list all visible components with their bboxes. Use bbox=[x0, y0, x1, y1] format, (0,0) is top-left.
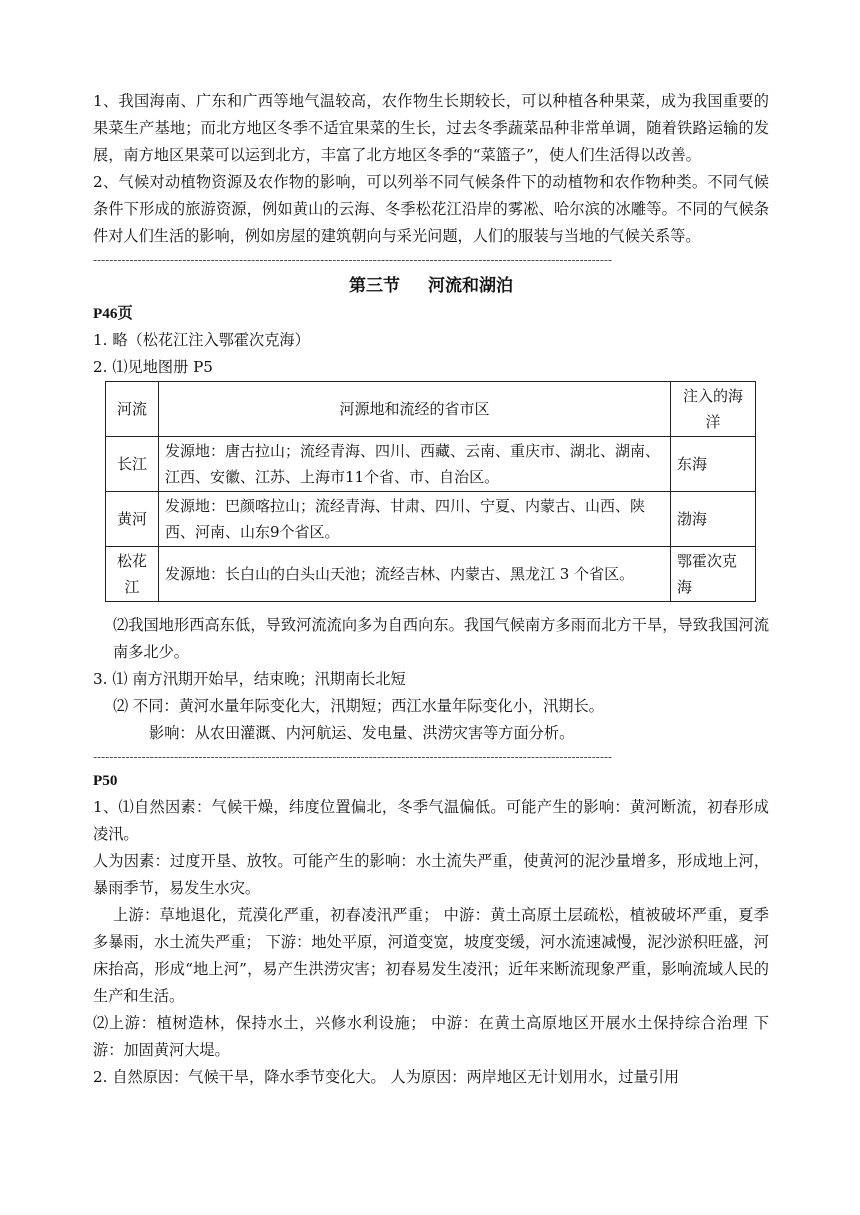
table-header-row bbox=[106, 382, 756, 437]
p50-answer-1-human: 人为因素：过度开垦、放牧。可能产生的影响：水土流失严重，使黄河的泥沙量增多，形成地上河，暴雨季节，易发生水灾。 bbox=[93, 852, 769, 897]
section-heading bbox=[93, 272, 769, 300]
river-name-cell: 黄河 bbox=[106, 492, 159, 547]
p50-answer-1-measures: ⑵上游：植树造林，保持水土，兴修水利设施； 中游：在黄土高原地区开展水土保持综合治理 下游：加固黄河大堤。 bbox=[93, 1014, 769, 1059]
river-source-cell: 发源地：唐古拉山；流经青海、四川、西藏、云南、重庆市、湖北、湖南、江西、安徽、江苏、上海市11个省、市、自治区。 bbox=[159, 437, 671, 492]
river-name-cell: 松花江 bbox=[106, 547, 159, 602]
document-page bbox=[93, 88, 769, 1091]
p46-question-3-part-2: ⑵ 不同：黄河水量年际变化大，汛期短；西江水量年际变化小，汛期长。 bbox=[113, 697, 604, 715]
p46-question-3-impact: 影响：从农田灌溉、内河航运、发电量、洪涝灾害等方面分析。 bbox=[149, 724, 575, 742]
p46-question-3-part-1: 3. ⑴ 南方汛期开始早，结束晚；汛期南长北短 bbox=[93, 670, 406, 688]
table-row bbox=[106, 437, 756, 492]
table-row bbox=[106, 492, 756, 547]
section-number: 第三节 bbox=[349, 276, 400, 296]
table-header-cell: 注入的海洋 bbox=[671, 382, 756, 437]
river-ocean-cell: 鄂霍次克海 bbox=[671, 547, 756, 602]
section-title: 河流和湖泊 bbox=[428, 276, 513, 296]
river-ocean-cell: 东海 bbox=[671, 437, 756, 492]
river-source-cell: 发源地：巴颜喀拉山；流经青海、甘肃、四川、宁夏、内蒙古、山西、陕西、河南、山东9个省区。 bbox=[159, 492, 671, 547]
divider-line: -------------------------------------------------------------------------------------------------------------------------------- bbox=[93, 254, 612, 266]
p50-answer-1: 1、⑴自然因素：气候干燥，纬度位置偏北，冬季气温偏低。可能产生的影响：黄河断流，初春形成凌汛。 bbox=[93, 798, 769, 843]
p50-answer-2: 2. 自然原因：气候干旱，降水季节变化大。 人为原因：两岸地区无计划用水，过量引用 bbox=[93, 1068, 680, 1086]
rivers-table bbox=[105, 381, 756, 602]
p46-question-2-part-2: ⑵我国地形西高东低，导致河流流向多为自西向东。我国气候南方多雨而北方干旱，导致我国河流南多北少。 bbox=[113, 616, 769, 661]
p46-heading: P46页 bbox=[93, 305, 133, 322]
divider-line: -------------------------------------------------------------------------------------------------------------------------------- bbox=[93, 751, 612, 763]
table-header-cell: 河流 bbox=[106, 382, 159, 437]
table-row bbox=[106, 547, 756, 602]
p46-question-2: 2. ⑴见地图册 P5 bbox=[93, 358, 213, 376]
table-header-cell: 河源地和流经的省市区 bbox=[159, 382, 671, 437]
intro-paragraph-2: 2、气候对动植物资源及农作物的影响，可以列举不同气候条件下的动植物和农作物种类。不同气候条件下形成的旅游资源，例如黄山的云海、冬季松花江沿岸的雾凇、哈尔滨的冰雕等。不同的气候条件对人们生活的影响，例如房屋的建筑朝向与采光问题，人们的服装与当地的气候关系等。 bbox=[93, 173, 769, 245]
intro-paragraph-1: 1、我国海南、广东和广西等地气温较高，农作物生长期较长，可以种植各种果菜，成为我国重要的果菜生产基地；而北方地区冬季不适宜果菜的生长，过去冬季蔬菜品种非常单调，随着铁路运输的发展，南方地区果菜可以运到北方，丰富了北方地区冬季的“菜篮子”，使人们生活得以改善。 bbox=[93, 92, 769, 164]
river-ocean-cell: 渤海 bbox=[671, 492, 756, 547]
p50-heading: P50 bbox=[93, 772, 118, 789]
p46-question-1: 1. 略（松花江注入鄂霍次克海） bbox=[93, 331, 310, 349]
river-name-cell: 长江 bbox=[106, 437, 159, 492]
river-source-cell: 发源地：长白山的白头山天池；流经吉林、内蒙古、黑龙江 3 个省区。 bbox=[159, 547, 671, 602]
p50-answer-1-reaches: 上游：草地退化，荒漠化严重，初春凌汛严重； 中游：黄土高原土层疏松，植被破坏严重，夏季多暴雨，水土流失严重； 下游：地处平原，河道变宽，坡度变缓，河水流速减慢，泥沙淤积旺盛，河床抬高，形成“地上河”，易产生洪涝灾害；初春易发生凌汛；近年来断流现象严重，影响流域人民的生产和生活。 bbox=[93, 906, 769, 1005]
